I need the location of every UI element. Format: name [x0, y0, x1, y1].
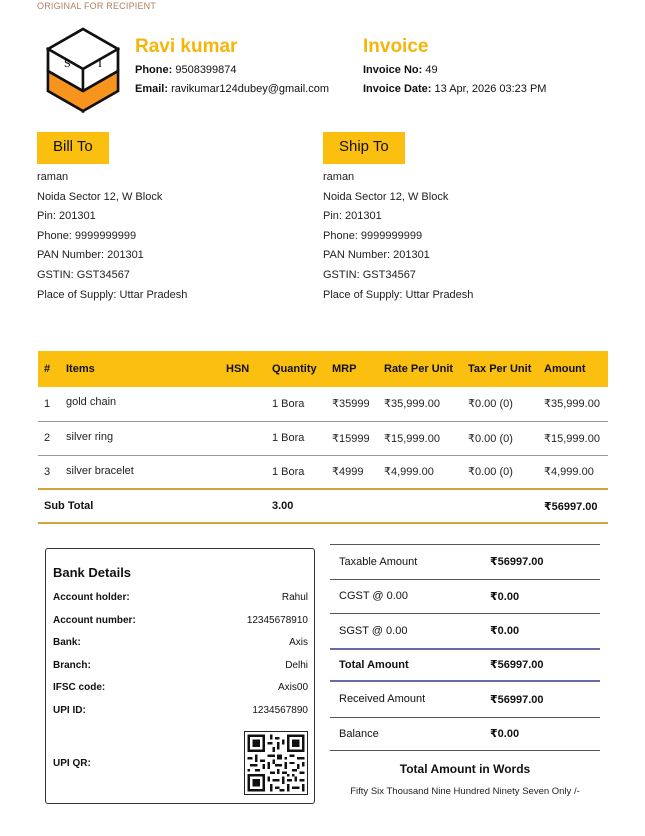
upi-qr-row — [53, 731, 308, 795]
cell-tax: ₹0.00 (0) — [468, 432, 513, 445]
col-header-amount: Amount — [544, 363, 586, 375]
totals-row-cgst: CGST @ 0.00 ₹0.00 — [330, 579, 600, 614]
seller-email: Email: ravikumar124dubey@gmail.com — [135, 83, 329, 95]
items-table — [38, 351, 608, 524]
cell-item: silver bracelet — [66, 464, 134, 477]
col-header-items: Items — [66, 363, 95, 375]
invoice-date: Invoice Date: 13 Apr, 2026 03:23 PM — [363, 83, 547, 95]
cell-tax: ₹0.00 (0) — [468, 398, 513, 411]
company-logo-icon — [46, 27, 120, 113]
ship-to-phone: Phone: 9999999999 — [323, 229, 423, 242]
subtotal-row — [38, 489, 608, 523]
seller-phone: Phone: 9508399874 — [135, 64, 237, 76]
table-row — [38, 387, 608, 421]
bill-to-place-of-supply: Place of Supply: Uttar Pradesh — [37, 288, 188, 301]
cell-rate: ₹4,999.00 — [384, 466, 434, 479]
cell-rate: ₹35,999.00 — [384, 398, 440, 411]
bill-to-pin: Pin: 201301 — [37, 210, 96, 223]
upi-qr-label: UPI QR: — [53, 757, 91, 769]
logo-letter-s: S — [64, 56, 71, 70]
invoice-title: Invoice — [363, 36, 429, 57]
cell-hsn — [220, 455, 266, 489]
bill-to-phone: Phone: 9999999999 — [37, 229, 137, 242]
totals-row-balance: Balance ₹0.00 — [330, 717, 600, 752]
items-table-header — [38, 351, 608, 387]
table-row — [38, 421, 608, 455]
ship-to-pan: PAN Number: 201301 — [323, 249, 430, 262]
bill-to-section — [37, 132, 277, 305]
col-header-index: # — [44, 363, 51, 375]
ship-to-label: Ship To — [323, 132, 405, 164]
cell-mrp: ₹4999 — [332, 466, 364, 479]
ship-to-gstin: GSTIN: GST34567 — [323, 268, 416, 281]
cell-index: 3 — [44, 465, 51, 478]
col-header-tax: Tax Per Unit — [468, 363, 532, 375]
bank-row-account-number: Account number: 12345678910 — [53, 614, 308, 626]
bank-row-bank: Bank: Axis — [53, 637, 308, 648]
ship-to-section — [323, 132, 563, 305]
bank-row-account-holder: Account holder: Rahul — [53, 592, 308, 603]
totals-row-taxable: Taxable Amount ₹56997.00 — [330, 544, 600, 579]
ship-to-pin: Pin: 201301 — [323, 210, 382, 223]
bill-to-name: raman — [37, 171, 69, 183]
cell-hsn — [220, 387, 266, 421]
bank-row-upi-id: UPI ID: 1234567890 — [53, 704, 308, 716]
col-header-mrp: MRP — [332, 363, 357, 375]
seller-name: Ravi kumar — [135, 36, 238, 57]
bank-row-branch: Branch: Delhi — [53, 659, 308, 671]
amount-in-words-title: Total Amount in Words — [399, 762, 531, 776]
invoice-number: Invoice No: 49 — [363, 64, 438, 76]
cell-item: gold chain — [66, 396, 117, 408]
cell-quantity: 1 Bora — [272, 465, 305, 478]
col-header-hsn: HSN — [226, 363, 250, 375]
totals-row-received: Received Amount ₹56997.00 — [339, 693, 544, 706]
amount-in-words: Fifty Six Thousand Nine Hundred Ninety Seven Only /- — [350, 786, 580, 797]
cell-item: silver ring — [66, 430, 114, 443]
bank-details-title: Bank Details — [53, 565, 132, 580]
cell-mrp: ₹15999 — [332, 432, 370, 445]
col-header-rate: Rate Per Unit — [384, 363, 454, 375]
cell-amount: ₹4,999.00 — [544, 466, 594, 479]
ship-to-address: Noida Sector 12, W Block — [323, 190, 449, 203]
logo-letter-i: I — [98, 56, 102, 70]
copy-label: ORIGINAL FOR RECIPIENT — [37, 1, 157, 11]
totals-row-sgst: SGST @ 0.00 ₹0.00 — [330, 613, 600, 648]
ship-to-name: raman — [323, 171, 355, 183]
bank-row-ifsc: IFSC code: Axis00 — [53, 682, 308, 693]
seller-info — [135, 36, 329, 102]
invoice-header — [363, 36, 546, 102]
bill-to-gstin: GSTIN: GST34567 — [37, 268, 130, 281]
cell-amount: ₹35,999.00 — [544, 398, 600, 411]
cell-quantity: 1 Bora — [272, 432, 305, 444]
bill-to-pan: PAN Number: 201301 — [37, 249, 144, 262]
cell-index: 2 — [44, 432, 51, 444]
cell-amount: ₹15,999.00 — [544, 432, 600, 445]
cell-quantity: 1 Bora — [272, 397, 305, 410]
cell-rate: ₹15,999.00 — [384, 432, 440, 445]
cell-tax: ₹0.00 (0) — [468, 466, 513, 479]
cell-index: 1 — [44, 397, 51, 410]
ship-to-place-of-supply: Place of Supply: Uttar Pradesh — [323, 288, 474, 301]
upi-qr-code-icon — [244, 731, 308, 795]
totals-row-total-amount: Total Amount ₹56997.00 — [330, 648, 600, 683]
cell-hsn — [220, 421, 266, 455]
bill-to-address: Noida Sector 12, W Block — [37, 190, 163, 203]
subtotal-amount: ₹56997.00 — [544, 500, 598, 513]
totals-section — [330, 544, 600, 797]
col-header-quantity: Quantity — [272, 363, 317, 375]
cell-mrp: ₹35999 — [332, 398, 370, 411]
bill-to-label: Bill To — [37, 132, 109, 164]
subtotal-quantity: 3.00 — [272, 500, 294, 512]
table-row — [38, 455, 608, 489]
bank-details-box — [45, 548, 315, 804]
subtotal-label: Sub Total — [44, 500, 94, 512]
